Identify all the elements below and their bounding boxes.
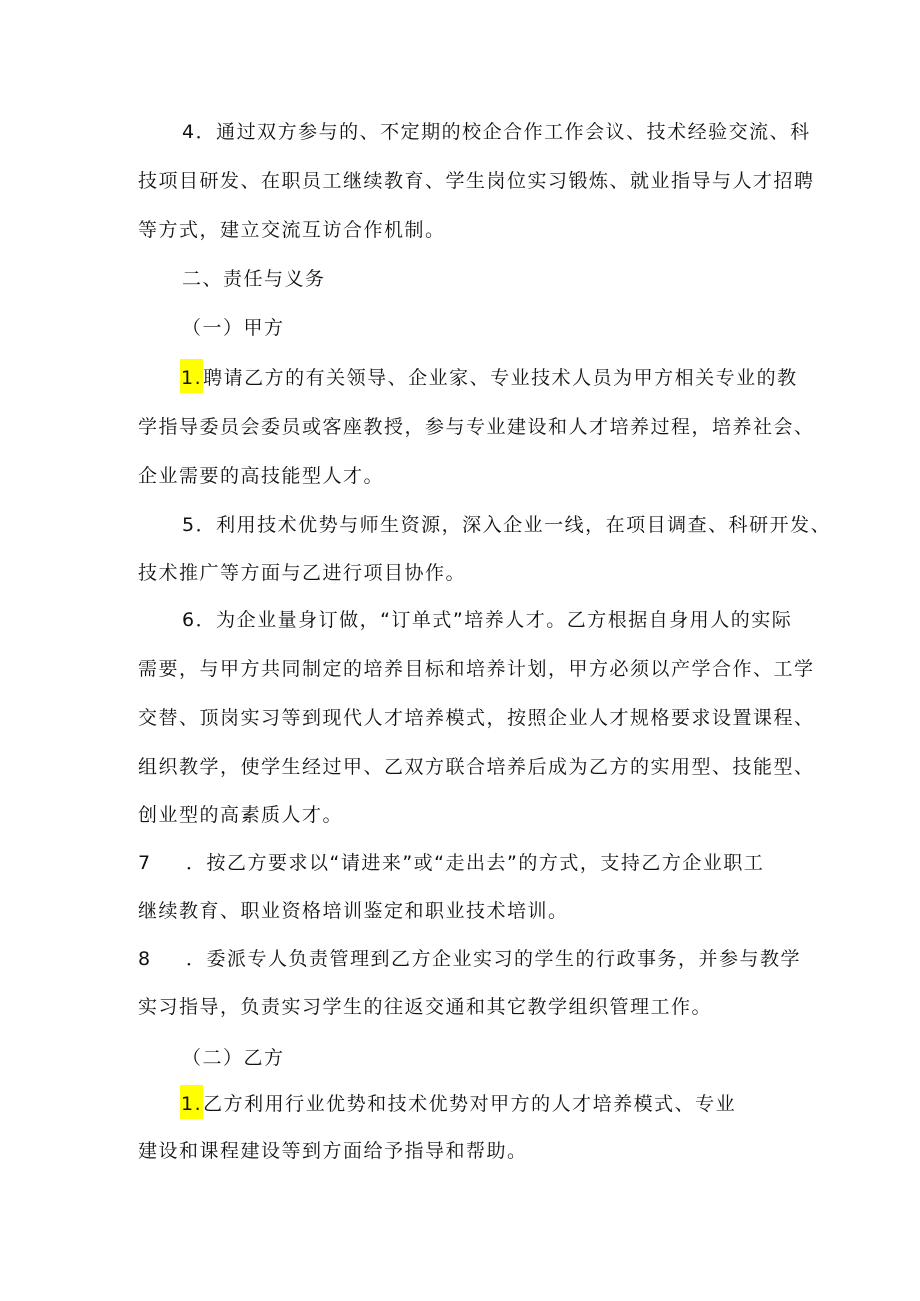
para-a6-line-1: 6．为企业量身订做，“订单式”培养人才。乙方根据自身用人的实际 <box>182 609 793 631</box>
para-a8-line-1: ．委派专人负责管理到乙方企业实习的学生的行政事务，并参与教学 <box>186 948 802 970</box>
para-a7-line-1: ．按乙方要求以“请进来”或“走出去”的方式，支持乙方企业职工 <box>186 852 765 874</box>
para-a1-line-3: 企业需要的高技能型人才。 <box>138 465 385 487</box>
para-a7-line-2: 继续教育、职业资格培训鉴定和职业技术培训。 <box>138 900 569 922</box>
highlighted-number: 1. <box>180 359 203 393</box>
para-4-line-1: 4．通过双方参与的、不定期的校企合作工作会议、技术经验交流、科 <box>182 121 811 143</box>
para-4-line-2: 技项目研发、在职员工继续教育、学生岗位实习锻炼、就业指导与人才招聘 <box>138 170 815 192</box>
para-4-line-3: 等方式，建立交流互访合作机制。 <box>138 219 446 241</box>
para-b1-line-1 <box>180 1092 736 1116</box>
para-a8-number: 8 <box>138 948 152 970</box>
section-heading: 二、责任与义务 <box>182 268 326 290</box>
para-a6-line-4: 组织教学，使学生经过甲、乙双方联合培养后成为乙方的实用型、技能型、 <box>138 756 815 778</box>
para-a1-line-2: 学指导委员会委员或客座教授，参与专业建设和人才培养过程，培养社会、 <box>138 416 815 438</box>
para-a6-line-2: 需要，与甲方共同制定的培养目标和培养计划，甲方必须以产学合作、工学 <box>138 658 815 680</box>
party-a-heading: （一）甲方 <box>182 317 285 339</box>
para-a7-number: 7 <box>138 852 152 874</box>
party-b-heading: （二）乙方 <box>182 1047 285 1069</box>
para-a6-line-5: 创业型的高素质人才。 <box>138 804 344 826</box>
para-b1-line-2: 建设和课程建设等到方面给予指导和帮助。 <box>138 1140 528 1162</box>
para-b1-text: 乙方利用行业优势和技术优势对甲方的人才培养模式、专业 <box>203 1093 737 1115</box>
para-a8-line-2: 实习指导，负责实习学生的往返交通和其它教学组织管理工作。 <box>138 996 713 1018</box>
para-a6-line-3: 交替、顶岗实习等到现代人才培养模式，按照企业人才规格要求设置课程、 <box>138 707 815 729</box>
para-a1-line-1 <box>180 366 798 390</box>
highlighted-number: 1. <box>180 1085 203 1119</box>
para-a5-line-2: 技术推广等方面与乙进行项目协作。 <box>138 562 467 584</box>
para-a1-text: 聘请乙方的有关领导、企业家、专业技术人员为甲方相关专业的教 <box>203 367 798 389</box>
para-a5-line-1: 5．利用技术优势与师生资源，深入企业一线，在项目调查、科研开发、 <box>182 514 832 536</box>
